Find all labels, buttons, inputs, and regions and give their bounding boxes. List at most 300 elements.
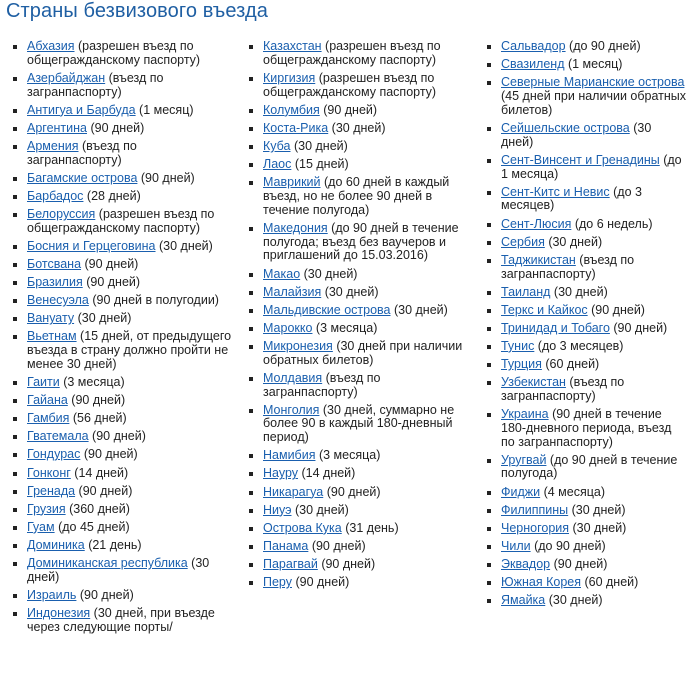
list-item xyxy=(248,286,470,300)
list-item xyxy=(12,448,234,462)
list-item xyxy=(486,186,686,214)
list-item xyxy=(248,158,470,172)
list-item xyxy=(486,486,686,500)
list-item xyxy=(248,558,470,572)
country-note: (разрешен въезд по общегражданскому паспорту) xyxy=(263,70,437,99)
country-note: (30 дней) xyxy=(300,266,358,281)
country-link[interactable]: Вьетнам xyxy=(27,329,77,344)
country-link[interactable]: Перу xyxy=(263,575,292,590)
list-item xyxy=(12,240,234,254)
bullet-icon xyxy=(249,563,253,567)
bullet-icon xyxy=(249,409,253,413)
country-note: (въезд по загранпаспорту) xyxy=(501,252,635,281)
bullet-icon xyxy=(249,472,253,476)
bullet-icon xyxy=(249,227,253,231)
list-item xyxy=(248,576,470,590)
list-item xyxy=(248,504,470,518)
country-link[interactable]: Северные Марианские острова xyxy=(501,75,685,90)
list-item xyxy=(12,607,234,635)
list-item xyxy=(12,485,234,499)
country-link[interactable]: Малайзия xyxy=(263,284,322,299)
country-link[interactable]: Белоруссия xyxy=(27,207,96,222)
list-item xyxy=(248,122,470,136)
country-note: (1 месяц) xyxy=(135,102,194,117)
country-note: (90 дней) xyxy=(80,447,138,462)
country-note: (90 дней) xyxy=(587,302,645,317)
list-item xyxy=(12,312,234,326)
list-item xyxy=(248,176,470,217)
country-note: (въезд по загранпаспорту) xyxy=(27,138,137,167)
country-note: (30 дней) xyxy=(328,120,386,135)
country-note: (30 дней, при въезде через следующие порты/ xyxy=(27,606,215,634)
country-link[interactable]: Антигуа и Барбуда xyxy=(27,102,136,117)
country-note: (до 6 недель) xyxy=(571,216,653,231)
country-note: (90 дней в течение 180-дневного периода, въезд по загранпаспорту) xyxy=(501,406,672,449)
list-item xyxy=(12,430,234,444)
country-link[interactable]: Сент-Винсент и Гренадины xyxy=(501,152,660,167)
country-note: (90 дней) xyxy=(137,170,195,185)
list-item xyxy=(12,208,234,236)
country-note: (60 дней) xyxy=(541,357,600,371)
bullet-icon xyxy=(13,544,17,548)
list-item xyxy=(486,254,686,282)
country-note: (30 дней) xyxy=(27,556,210,584)
country-link[interactable]: Макао xyxy=(263,266,301,281)
country-link[interactable]: Узбекистан xyxy=(501,375,566,390)
country-note: (90 дней в полугодии) xyxy=(88,293,219,308)
list-item xyxy=(248,404,470,445)
list-item xyxy=(248,72,470,100)
country-link[interactable]: Босния и Герцеговина xyxy=(27,238,156,253)
list-item xyxy=(12,72,234,100)
list-item xyxy=(248,40,470,68)
list-item xyxy=(248,522,470,536)
country-note: (4 месяца) xyxy=(540,484,606,499)
country-link[interactable]: Доминика xyxy=(27,537,85,552)
bullet-icon xyxy=(487,259,491,263)
country-link[interactable]: Багамские острова xyxy=(27,170,138,185)
list-item xyxy=(486,286,686,300)
bullet-icon xyxy=(249,581,253,585)
bullet-icon xyxy=(487,363,491,367)
list-item xyxy=(248,486,470,500)
country-link[interactable]: Чили xyxy=(501,538,531,553)
country-note: (30 дней) xyxy=(390,302,448,317)
bullet-icon xyxy=(487,45,491,49)
list-item xyxy=(486,322,686,336)
list-item xyxy=(486,594,686,608)
bullet-icon xyxy=(13,127,17,131)
country-note: (90 дней) xyxy=(82,275,141,290)
country-note: (до 3 месяцев) xyxy=(501,184,642,213)
list-item xyxy=(486,376,686,404)
list-item xyxy=(12,521,234,535)
bullet-icon xyxy=(13,399,17,403)
bullet-icon xyxy=(13,381,17,385)
list-item xyxy=(12,190,234,204)
country-link[interactable]: Гамбия xyxy=(27,411,70,426)
bullet-icon xyxy=(13,594,17,598)
bullet-icon xyxy=(487,223,491,227)
bullet-icon xyxy=(487,491,491,495)
bullet-icon xyxy=(249,509,253,513)
bullet-icon xyxy=(487,81,491,85)
bullet-icon xyxy=(13,145,17,149)
bullet-icon xyxy=(13,245,17,249)
country-link[interactable]: Ямайка xyxy=(501,593,546,608)
country-link[interactable]: Казахстан xyxy=(263,39,322,53)
list-item xyxy=(248,467,470,481)
country-note: (14 дней) xyxy=(70,465,129,480)
list-item xyxy=(248,540,470,554)
bullet-icon xyxy=(13,526,17,530)
list-item xyxy=(248,322,470,336)
country-link[interactable]: Грузия xyxy=(27,501,66,516)
bullet-icon xyxy=(249,45,253,49)
bullet-icon xyxy=(13,490,17,494)
bullet-icon xyxy=(249,145,253,149)
country-link[interactable]: Ниуэ xyxy=(263,502,292,517)
country-link[interactable]: Куба xyxy=(263,138,291,153)
country-link[interactable]: Ботсвана xyxy=(27,257,82,272)
country-column-2 xyxy=(248,40,470,594)
country-note: (1 месяц) xyxy=(564,57,623,72)
country-link[interactable]: Молдавия xyxy=(263,370,323,385)
list-item xyxy=(486,558,686,572)
country-link[interactable]: Южная Корея xyxy=(501,575,581,590)
country-note: (14 дней) xyxy=(298,466,356,481)
list-item xyxy=(486,304,686,318)
country-link[interactable]: Македония xyxy=(263,220,328,235)
country-note: (разрешен въезд по общегражданскому паспорту) xyxy=(27,207,215,235)
list-item xyxy=(12,40,234,68)
list-item xyxy=(12,467,234,481)
bullet-icon xyxy=(249,491,253,495)
bullet-icon xyxy=(249,273,253,277)
bullet-icon xyxy=(249,327,253,331)
country-note: (3 месяца) xyxy=(59,375,125,390)
bullet-icon xyxy=(13,281,17,285)
country-note: (до 1 месяца) xyxy=(501,152,682,181)
bullet-icon xyxy=(487,381,491,385)
bullet-icon xyxy=(13,177,17,181)
bullet-icon xyxy=(487,63,491,67)
country-link[interactable]: Марокко xyxy=(263,320,313,335)
bullet-icon xyxy=(249,163,253,167)
country-note: (разрешен въезд по общегражданскому паспорту) xyxy=(263,39,441,67)
list-item xyxy=(486,154,686,182)
country-link[interactable]: Сейшельские острова xyxy=(501,120,630,135)
country-note: (90 дней) xyxy=(76,587,134,602)
list-item xyxy=(12,376,234,390)
country-note: (разрешен въезд по общегражданскому паспорту) xyxy=(27,39,201,67)
country-link[interactable]: Сент-Люсия xyxy=(501,216,572,231)
country-link[interactable]: Маврикий xyxy=(263,175,321,190)
country-note: (30 дней) xyxy=(74,311,132,326)
country-note: (21 день) xyxy=(84,537,142,552)
country-note: (до 90 дней) xyxy=(565,39,641,53)
country-link[interactable]: Таиланд xyxy=(501,284,551,299)
list-item xyxy=(12,172,234,186)
list-item xyxy=(486,522,686,536)
country-note: (56 дней) xyxy=(69,411,127,426)
country-note: (90 дней) xyxy=(292,575,350,590)
country-note: (30 дней) xyxy=(155,238,213,253)
country-link[interactable]: Доминиканская республика xyxy=(27,556,188,571)
country-link[interactable]: Венесуэла xyxy=(27,293,89,308)
country-note: (45 дней при наличии обратных билетов) xyxy=(501,88,687,117)
country-link[interactable]: Индонезия xyxy=(27,606,91,621)
country-note: (90 дней) xyxy=(319,102,378,117)
country-link[interactable]: Сент-Китс и Невис xyxy=(501,184,610,199)
bullet-icon xyxy=(13,263,17,267)
bullet-icon xyxy=(487,241,491,245)
list-item xyxy=(486,236,686,250)
bullet-icon xyxy=(13,299,17,303)
bullet-icon xyxy=(487,191,491,195)
country-note: (3 месяца) xyxy=(312,320,378,335)
country-note: (до 90 дней в течение полугода) xyxy=(501,452,678,481)
list-item xyxy=(486,122,686,150)
bullet-icon xyxy=(13,562,17,566)
list-item xyxy=(12,294,234,308)
list-item xyxy=(486,76,686,117)
country-note: (90 дней) xyxy=(609,320,668,335)
country-link[interactable]: Армения xyxy=(27,138,79,153)
country-link[interactable]: Филиппины xyxy=(501,502,569,517)
country-note: (30 дней) xyxy=(568,502,626,517)
country-note: (30 дней) xyxy=(550,284,608,299)
list-item xyxy=(486,58,686,72)
country-link[interactable]: Уругвай xyxy=(501,452,547,467)
list-item xyxy=(12,557,234,585)
country-note: (15 дней) xyxy=(291,157,349,172)
country-link[interactable]: Вануату xyxy=(27,311,75,326)
bullet-icon xyxy=(13,435,17,439)
list-item xyxy=(12,258,234,272)
bullet-icon xyxy=(487,509,491,513)
country-link[interactable]: Бразилия xyxy=(27,275,83,290)
list-item xyxy=(248,304,470,318)
country-note: (до 90 дней) xyxy=(530,538,606,553)
bullet-icon xyxy=(249,345,253,349)
country-link[interactable]: Колумбия xyxy=(263,102,320,117)
country-link[interactable]: Барбадос xyxy=(27,188,84,203)
list-item xyxy=(248,340,470,368)
bullet-icon xyxy=(487,581,491,585)
country-note: (30 дней) xyxy=(321,284,379,299)
country-link[interactable]: Гондурас xyxy=(27,447,81,462)
country-link[interactable]: Гонконг xyxy=(27,465,71,480)
country-note: (60 дней) xyxy=(581,575,639,590)
country-note: (30 дней) xyxy=(501,120,652,149)
list-item xyxy=(248,140,470,154)
country-link[interactable]: Науру xyxy=(263,466,299,481)
page-title: Страны безвизового въезда xyxy=(6,0,269,22)
country-link[interactable]: Коста-Рика xyxy=(263,120,329,135)
country-note: (до 60 дней в каждый въезд, но не более 90 дней в течение полугода) xyxy=(263,175,450,217)
list-item xyxy=(486,504,686,518)
country-note: (90 дней) xyxy=(87,120,145,135)
bullet-icon xyxy=(13,45,17,49)
country-link[interactable]: Теркс и Кайкос xyxy=(501,302,588,317)
country-note: (90 дней) xyxy=(67,393,126,408)
country-note: (30 дней, суммарно не более 90 в каждый 180-дневный период) xyxy=(263,402,455,445)
bullet-icon xyxy=(487,563,491,567)
country-link[interactable]: Гватемала xyxy=(27,429,89,444)
bullet-icon xyxy=(13,508,17,512)
list-item xyxy=(12,122,234,136)
bullet-icon xyxy=(13,317,17,321)
country-note: (въезд по загранпаспорту) xyxy=(263,370,381,399)
list-item xyxy=(12,276,234,290)
list-item xyxy=(486,40,686,54)
list-item xyxy=(486,454,686,482)
country-note: (30 дней) xyxy=(291,502,349,517)
country-link[interactable]: Таджикистан xyxy=(501,252,576,267)
list-item xyxy=(486,218,686,232)
list-item xyxy=(12,330,234,371)
country-note: (90 дней) xyxy=(88,429,146,444)
country-note: (3 месяца) xyxy=(315,448,381,463)
country-link[interactable]: Лаос xyxy=(263,157,292,172)
country-note: (30 дней) xyxy=(569,520,627,535)
country-link[interactable]: Сербия xyxy=(501,234,545,249)
country-note: (15 дней, от предыдущего въезда в страну должно пройти не менее 30 дней) xyxy=(27,329,232,371)
list-item xyxy=(248,449,470,463)
bullet-icon xyxy=(487,599,491,603)
list-item xyxy=(12,412,234,426)
country-link[interactable]: Фиджи xyxy=(501,484,541,499)
list-item xyxy=(486,540,686,554)
bullet-icon xyxy=(487,527,491,531)
country-note: (360 дней) xyxy=(65,501,130,516)
country-link[interactable]: Гренада xyxy=(27,483,76,498)
country-link[interactable]: Свазиленд xyxy=(501,57,565,72)
country-link[interactable]: Мальдивские острова xyxy=(263,302,391,317)
bullet-icon xyxy=(487,459,491,463)
country-note: (30 дней) xyxy=(290,138,348,153)
country-link[interactable]: Украина xyxy=(501,406,549,421)
bullet-icon xyxy=(249,454,253,458)
bullet-icon xyxy=(249,77,253,81)
bullet-icon xyxy=(13,453,17,457)
bullet-icon xyxy=(487,345,491,349)
country-column-1 xyxy=(12,40,234,639)
list-item xyxy=(248,372,470,400)
list-item xyxy=(248,222,470,263)
country-link[interactable]: Гайана xyxy=(27,393,68,408)
country-link[interactable]: Намибия xyxy=(263,448,316,463)
country-note: (90 дней) xyxy=(550,556,608,571)
bullet-icon xyxy=(249,181,253,185)
country-note: (до 90 дней в течение полугода; въезд без ваучеров и приглашений до 15.03.2016) xyxy=(263,220,459,263)
list-item xyxy=(486,576,686,590)
country-note: (90 дней) xyxy=(317,556,376,571)
country-link[interactable]: Тунис xyxy=(501,338,535,353)
bullet-icon xyxy=(13,195,17,199)
list-item xyxy=(248,268,470,282)
list-item xyxy=(248,104,470,118)
list-item xyxy=(486,408,686,449)
country-link[interactable]: Абхазия xyxy=(27,39,75,53)
bullet-icon xyxy=(249,377,253,381)
country-link[interactable]: Аргентина xyxy=(27,120,87,135)
country-link[interactable]: Киргизия xyxy=(263,70,316,85)
country-note: (до 3 месяцев) xyxy=(534,338,624,353)
list-item xyxy=(12,140,234,168)
country-note: (30 дней при наличии обратных билетов) xyxy=(263,338,463,367)
list-item xyxy=(486,340,686,354)
country-link[interactable]: Эквадор xyxy=(501,556,551,571)
country-note: (31 день) xyxy=(341,520,399,535)
bullet-icon xyxy=(487,327,491,331)
list-item xyxy=(12,589,234,603)
bullet-icon xyxy=(487,309,491,313)
list-item xyxy=(12,104,234,118)
bullet-icon xyxy=(249,109,253,113)
country-link[interactable]: Парагвай xyxy=(263,556,318,571)
list-item xyxy=(12,394,234,408)
country-link[interactable]: Панама xyxy=(263,538,309,553)
bullet-icon xyxy=(487,413,491,417)
country-link[interactable]: Гуам xyxy=(27,519,55,534)
country-note: (28 дней) xyxy=(83,188,141,203)
bullet-icon xyxy=(13,417,17,421)
bullet-icon xyxy=(13,213,17,217)
country-link[interactable]: Монголия xyxy=(263,402,320,417)
bullet-icon xyxy=(487,127,491,131)
country-note: (90 дней) xyxy=(323,484,381,499)
bullet-icon xyxy=(13,109,17,113)
country-note: (въезд по загранпаспорту) xyxy=(27,70,164,99)
country-link[interactable]: Турция xyxy=(501,357,542,371)
country-note: (90 дней) xyxy=(81,257,139,272)
list-item xyxy=(12,539,234,553)
country-link[interactable]: Гаити xyxy=(27,375,60,390)
country-link[interactable]: Никарагуа xyxy=(263,484,324,499)
bullet-icon xyxy=(487,291,491,295)
bullet-icon xyxy=(13,612,17,616)
bullet-icon xyxy=(249,545,253,549)
country-link[interactable]: Азербайджан xyxy=(27,70,106,85)
country-link[interactable]: Сальвадор xyxy=(501,39,566,53)
bullet-icon xyxy=(487,159,491,163)
country-note: (90 дней) xyxy=(308,538,366,553)
country-link[interactable]: Черногория xyxy=(501,520,570,535)
country-note: (въезд по загранпаспорту) xyxy=(501,375,625,403)
country-link[interactable]: Тринидад и Тобаго xyxy=(501,320,610,335)
country-note: (90 дней) xyxy=(75,483,133,498)
list-item xyxy=(12,503,234,517)
country-note: (до 45 дней) xyxy=(54,519,130,534)
bullet-icon xyxy=(13,335,17,339)
country-link[interactable]: Израиль xyxy=(27,587,77,602)
list-item xyxy=(486,358,686,372)
bullet-icon xyxy=(249,309,253,313)
bullet-icon xyxy=(13,77,17,81)
country-note: (30 дней) xyxy=(545,593,603,608)
bullet-icon xyxy=(249,527,253,531)
country-column-3 xyxy=(486,40,686,612)
country-link[interactable]: Острова Кука xyxy=(263,520,342,535)
bullet-icon xyxy=(249,291,253,295)
country-link[interactable]: Микронезия xyxy=(263,338,333,353)
country-note: (30 дней) xyxy=(544,234,603,249)
bullet-icon xyxy=(249,127,253,131)
bullet-icon xyxy=(13,472,17,476)
bullet-icon xyxy=(487,545,491,549)
